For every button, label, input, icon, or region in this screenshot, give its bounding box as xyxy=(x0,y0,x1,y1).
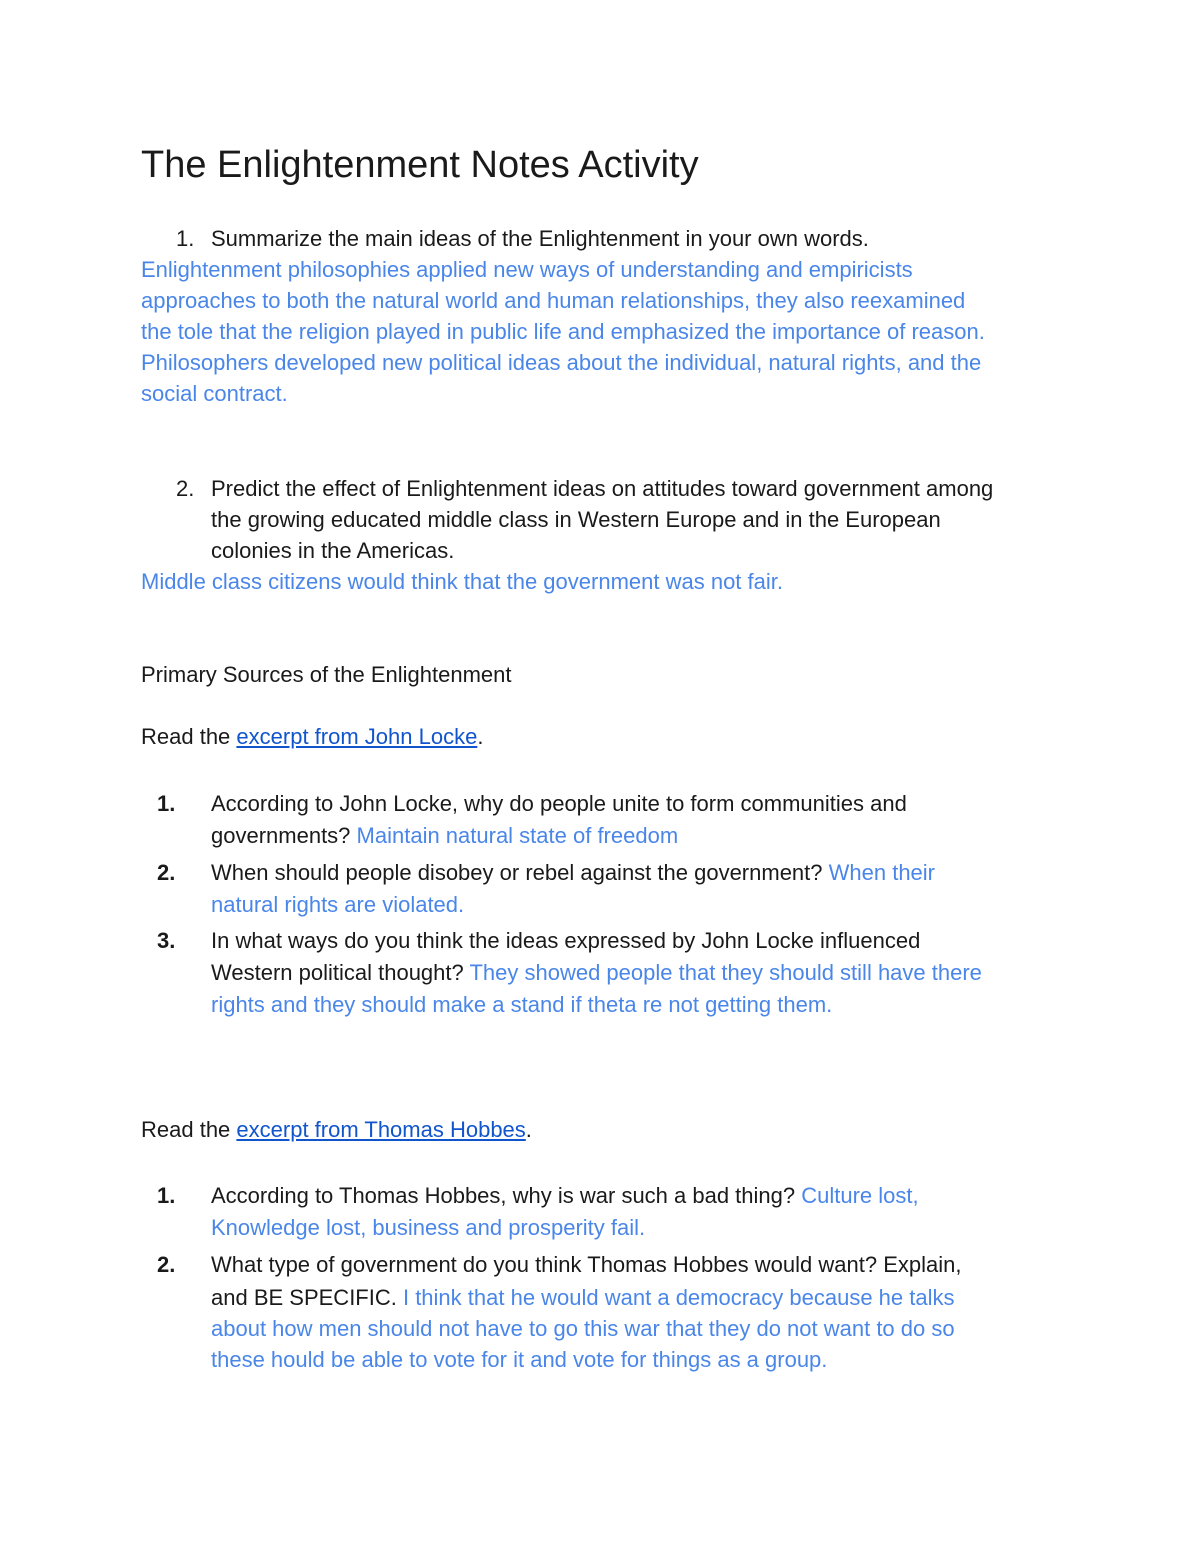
question-text: governments? xyxy=(211,823,357,848)
answer-text: natural rights are violated. xyxy=(211,892,465,917)
answer-text: Knowledge lost, business and prosperity fail. xyxy=(211,1215,646,1240)
locke-read-line xyxy=(141,721,483,752)
hobbes-excerpt-link[interactable]: excerpt from Thomas Hobbes xyxy=(236,1117,526,1142)
read-prefix: Read the xyxy=(141,724,237,749)
answer-text: Maintain natural state of freedom xyxy=(356,823,679,848)
hobbes-q2-number: 2. xyxy=(157,1252,176,1277)
hobbes-q2-line xyxy=(211,1249,1071,1282)
q1-number: 1. xyxy=(176,226,195,251)
question-text: What type of government do you think Thomas Hobbes would want? Explain, xyxy=(211,1252,962,1277)
q1-answer-line: the tole that the religion played in public life and emphasized the importance of reason. xyxy=(141,319,985,344)
hobbes-q1-line xyxy=(211,1212,1071,1245)
locke-q2-number: 2. xyxy=(157,860,176,885)
primary-sources-heading: Primary Sources of the Enlightenment xyxy=(141,662,512,687)
locke-q1-number: 1. xyxy=(157,791,176,816)
q2-text-line: the growing educated middle class in Western Europe and in the European xyxy=(211,507,941,532)
question-text: According to John Locke, why do people unite to form communities and xyxy=(211,791,907,816)
locke-q1-line xyxy=(211,820,1071,853)
hobbes-q2-line xyxy=(211,1313,1071,1346)
q2-answer: Middle class citizens would think that the government was not fair. xyxy=(141,569,783,594)
question-text: When should people disobey or rebel against the government? xyxy=(211,860,829,885)
question-text: and BE SPECIFIC. xyxy=(211,1285,403,1310)
locke-q2-line xyxy=(211,889,1071,922)
question-text: According to Thomas Hobbes, why is war such a bad thing? xyxy=(211,1183,802,1208)
answer-text: rights and they should make a stand if theta re not getting them. xyxy=(211,992,833,1017)
hobbes-q2-line xyxy=(211,1344,1071,1377)
q1-text: Summarize the main ideas of the Enlightenment in your own words. xyxy=(211,226,869,251)
answer-text: Culture lost, xyxy=(801,1183,919,1208)
locke-q3-line xyxy=(211,989,1071,1022)
locke-q3-number: 3. xyxy=(157,928,176,953)
locke-q3-line xyxy=(211,957,1071,990)
q2-text-line: colonies in the Americas. xyxy=(211,538,455,563)
q2-text-line: Predict the effect of Enlightenment ideas on attitudes toward government among xyxy=(211,476,994,501)
locke-q1-line xyxy=(211,788,1071,821)
locke-q2-line xyxy=(211,857,1071,890)
locke-q3-line xyxy=(211,925,1071,958)
hobbes-read-line xyxy=(141,1114,532,1145)
hobbes-q2-line xyxy=(211,1282,1071,1315)
q2-number: 2. xyxy=(176,476,195,501)
answer-text: these hould be able to vote for it and vote for things as a group. xyxy=(211,1347,828,1372)
q1-answer-line: Enlightenment philosophies applied new ways of understanding and empiricists xyxy=(141,257,913,282)
read-prefix: Read the xyxy=(141,1117,237,1142)
hobbes-q1-line xyxy=(211,1180,1071,1213)
q1-answer-line: Philosophers developed new political ideas about the individual, natural rights, and the xyxy=(141,350,982,375)
read-suffix: . xyxy=(525,1117,532,1142)
q1-answer-line: social contract. xyxy=(141,381,288,406)
q1-answer-line: approaches to both the natural world and human relationships, they also reexamined xyxy=(141,288,966,313)
page-title: The Enlightenment Notes Activity xyxy=(141,144,699,186)
hobbes-q1-number: 1. xyxy=(157,1183,176,1208)
answer-text: about how men should not have to go this war that they do not want to do so xyxy=(211,1316,955,1341)
question-text: Western political thought? xyxy=(211,960,470,985)
answer-text: When their xyxy=(828,860,936,885)
answer-text: They showed people that they should still have there xyxy=(469,960,982,985)
question-text: In what ways do you think the ideas expressed by John Locke influenced xyxy=(211,928,921,953)
locke-excerpt-link[interactable]: excerpt from John Locke xyxy=(236,724,478,749)
answer-text: I think that he would want a democracy because he talks xyxy=(402,1285,955,1310)
read-suffix: . xyxy=(477,724,484,749)
